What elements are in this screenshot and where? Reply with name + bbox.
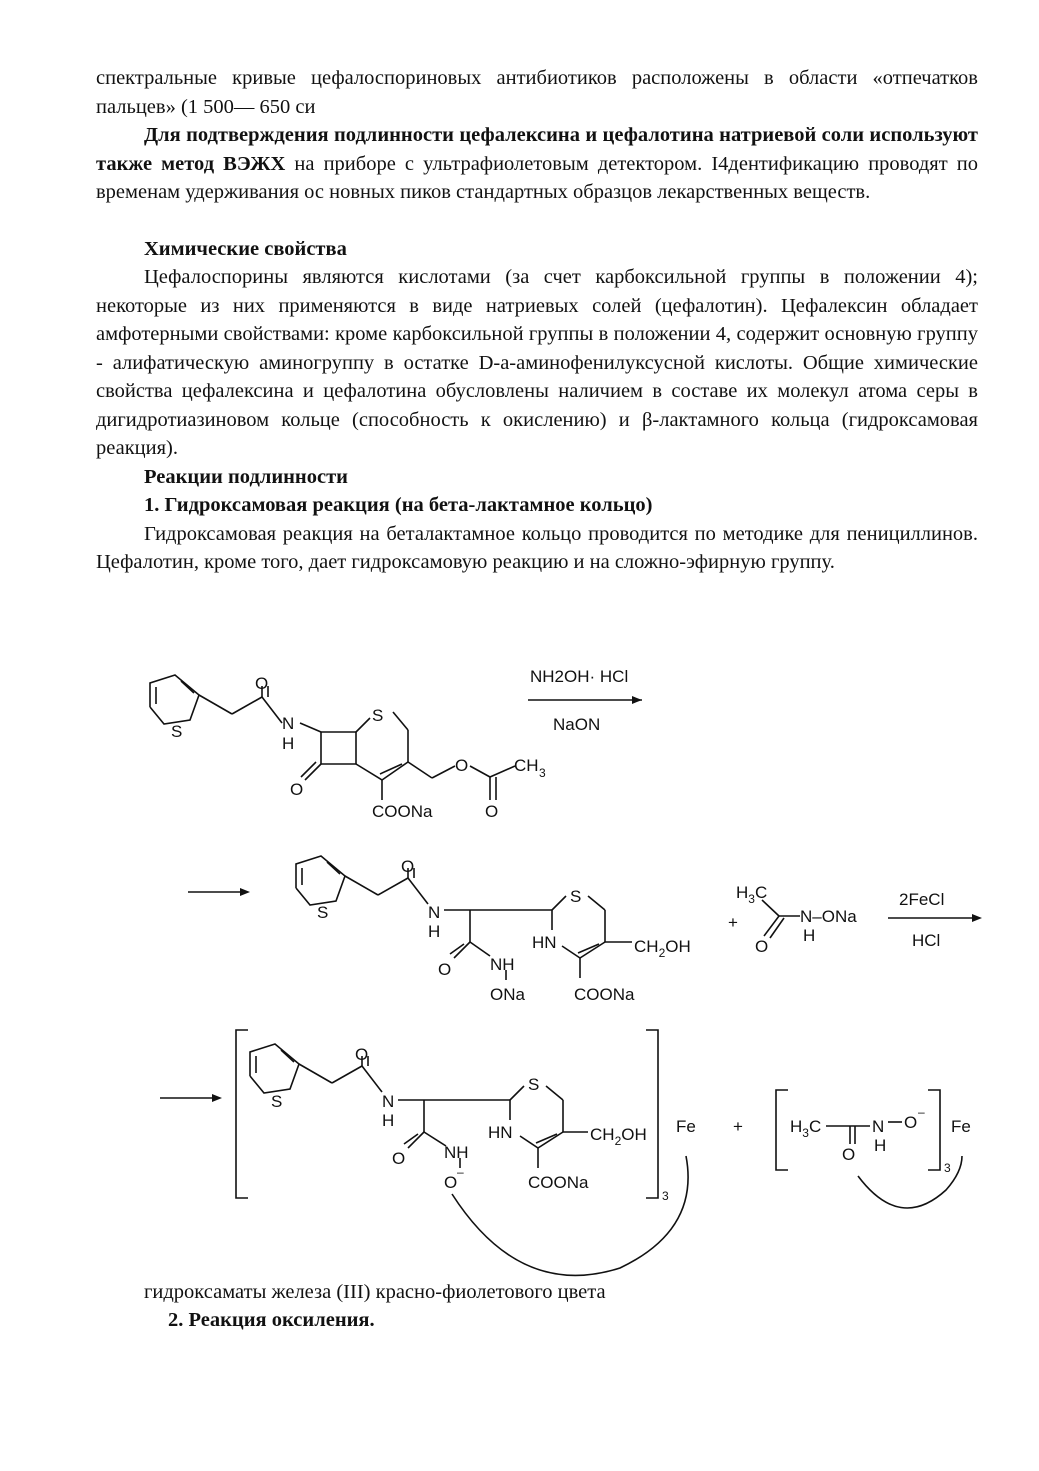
heading-chemical-properties: Химические свойства — [144, 237, 347, 260]
label-n: N — [282, 714, 295, 733]
label-o: O — [290, 780, 304, 799]
heading-oxidation-reaction: 2. Реакция оксиления. — [168, 1309, 375, 1331]
label-o: O — [485, 802, 499, 821]
paragraph-hplc-bold: Для подтверждения подлинности цефалексина и цефалотина натриевой соли используют также метод ВЭЖХ — [96, 124, 978, 175]
label-ona: ONa — [490, 985, 525, 1004]
label-n: N — [872, 1117, 885, 1136]
label-o: O — [438, 960, 452, 979]
label-n-ona: N–ONa — [800, 907, 857, 926]
label-ch2oh: $CH_2OH$ — [634, 937, 691, 960]
label-coona: COONa — [574, 985, 635, 1004]
label-o: O — [401, 857, 415, 876]
label-count: 3 — [944, 1161, 951, 1175]
plus-sign: + — [728, 913, 738, 932]
label-fe: Fe — [951, 1117, 971, 1136]
label-minus: – — [457, 1165, 464, 1179]
label-nh: NH — [444, 1143, 469, 1162]
label-hn: HN — [532, 933, 557, 952]
label-o: O — [755, 937, 769, 956]
label-o-minus: O — [444, 1173, 458, 1192]
label-s: S — [528, 1075, 540, 1094]
paragraph-spectra: спектральные кривые цефалоспориновых антибиотиков расположены в области «отпечатков пальцев» (1 500— 650 си — [96, 67, 978, 118]
label-s: S — [570, 887, 582, 906]
label-h: H — [282, 734, 295, 753]
label-o: O — [255, 674, 269, 693]
label-ch2oh: $CH_2OH$ — [590, 1125, 647, 1148]
label-s: S — [271, 1092, 283, 1111]
label-hn: HN — [488, 1123, 513, 1142]
label-h: H — [428, 922, 441, 941]
label-coona: COONa — [372, 802, 433, 821]
label-s: S — [171, 722, 183, 741]
label-fe: Fe — [676, 1117, 696, 1136]
label-coona: COONa — [528, 1173, 589, 1192]
label-o: O — [355, 1045, 369, 1064]
label-h3c: $H_3C$ — [736, 883, 768, 906]
label-nh: NH — [490, 955, 515, 974]
paragraph-hydroxamic: Гидроксамовая реакция на беталактамное кольцо проводится по методике для пенициллинов. Цефалотин, кроме того, дает гидроксамовую реакцию и на сложно-эфирную группу. — [96, 522, 978, 573]
label-o: O — [842, 1145, 856, 1164]
label-h3c: $H_3C$ — [790, 1117, 822, 1140]
label-h: H — [874, 1136, 887, 1155]
paragraph-hplc-rest: на приборе с ультрафиолетовым детектором. I4дентификацию проводят по временам удерживания ос новных пиков стандартных образцов лекарственных веществ. — [96, 152, 979, 203]
label-s: S — [372, 706, 384, 725]
reagent-acid: HCl — [912, 931, 941, 950]
plus-sign: + — [733, 1117, 743, 1136]
label-n: N — [382, 1092, 395, 1111]
label-o-minus: O — [904, 1113, 918, 1132]
label-n: N — [428, 903, 441, 922]
label-count: 3 — [662, 1189, 669, 1203]
label-o: O — [455, 756, 469, 775]
scheme-caption: гидроксаматы железа (III) красно-фиолетового цвета — [144, 1281, 606, 1303]
reagent-hydroxylamine: NH2OH· HCl — [530, 667, 629, 686]
heading-identity-reactions: Реакции подлинности — [144, 465, 348, 488]
label-minus: – — [918, 1105, 925, 1119]
paragraph-chemical-properties: Цефалоспорины являются кислотами (за счет карбоксильной группы в положении 4); некоторые из них применяются в виде натриевых солей (цефалотин). Цефалексин обладает амфотерными свойствами: кроме карбоксильной группы в положении 4, содержит основную группу - алифатическую аминогруппу в остатке D-а-аминофенилуксусной кислоты. Общие химические свойства цефалексина и цефалотина обусловлены наличием в составе их молекул атома серы в дигидротиазиновом кольце (способность к окислению) и β-лактамного кольца (гидроксамовая реакция). — [96, 266, 978, 459]
reagent-base: NaON — [553, 715, 601, 734]
label-h: H — [803, 926, 816, 945]
label-h: H — [382, 1111, 395, 1130]
label-o: O — [392, 1149, 406, 1168]
reagent-iron-chloride: 2FeCl — [899, 890, 945, 909]
label-sub3: 3 — [539, 766, 546, 780]
label-ch3: CH — [514, 756, 539, 775]
heading-hydroxamic-reaction: 1. Гидроксамовая реакция (на бета-лактамное кольцо) — [144, 494, 653, 516]
label-s: S — [317, 903, 329, 922]
